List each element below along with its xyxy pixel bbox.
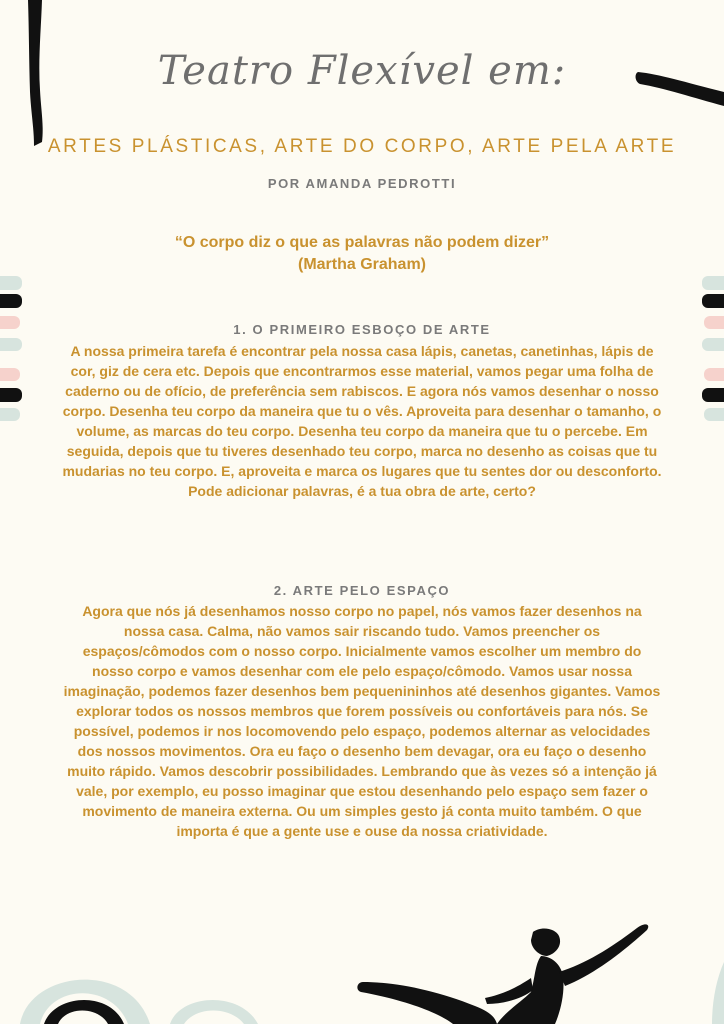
stripe-right-6 — [702, 388, 724, 402]
page-title: Teatro Flexível em: — [157, 48, 567, 94]
section-1-title: 1. O PRIMEIRO ESBOÇO DE ARTE — [233, 322, 491, 337]
arc-decoration-bottom-right — [702, 962, 724, 1024]
page-subtitle: ARTES PLÁSTICAS, ARTE DO CORPO, ARTE PELA ARTE — [47, 136, 677, 157]
stripe-right-5 — [704, 368, 724, 381]
section-2-title: 2. ARTE PELO ESPAÇO — [273, 583, 451, 598]
arc-decoration-bottom-left — [0, 960, 270, 1024]
stripe-left-6 — [0, 388, 22, 402]
quote-block — [0, 232, 724, 276]
quote-attribution: (Martha Graham) — [297, 256, 427, 273]
stripe-right-7 — [704, 408, 724, 421]
stripe-left-7 — [0, 408, 20, 421]
section-1-body: A nossa primeira tarefa é encontrar pela nossa casa lápis, canetas, canetinhas, lápis de cor, giz de cera etc. Depois que encontrarmos esse material, vamos pegar uma folha de caderno ou de ofício, de preferência sem rabiscos. E agora nós vamos desenhar o nosso corpo. Desenha teu corpo da maneira que tu o vês. Aproveita para desenhar o tamanho, o volume, as marcas do teu corpo. Desenha teu corpo da maneira que tu o percebe. Em seguida, depois que tu tiveres desenhado teu corpo, marca no desenho as coisas que tu mudarias no teu corpo. E, aproveita e marca os lugares que tu sentes dor ou desconforto. Pode adicionar palavras, é a tua obra de arte, certo? — [62, 343, 662, 499]
quote-text: “O corpo diz o que as palavras não podem dizer” — [174, 234, 550, 251]
stripe-left-4 — [0, 338, 22, 351]
stripe-right-2 — [702, 294, 724, 308]
stripe-right-4 — [702, 338, 724, 351]
section-2-body: Agora que nós já desenhamos nosso corpo no papel, nós vamos fazer desenhos na nossa casa. Calma, não vamos sair riscando tudo. Vamos preencher os espaços/cômodos com o nosso corpo. Inicialmente vamos escolher um membro do nosso corpo e vamos desenhar com ele pelo espaço/cômodo. Vamos usar nossa imaginação, podemos fazer desenhos bem pequenininhos até desenhos gigantes. Vamos explorar todos os nossos membros que forem possíveis ou confortáveis para nós. Se possível, podemos ir nos locomovendo pelo espaço, podemos alternar as velocidades dos nossos movimentos. Ora eu faço o desenho bem devagar, ora eu faço o desenho muito rápido. Vamos descobrir possibilidades. Lembrando que às vezes só a intenção já vale, por exemplo, eu posso imaginar que estou desenhando pelo espaço sem fazer o movimento de maneira externa. Ou um simples gesto já conta muito também. O que importa é que a gente use e ouse da nossa criatividade. — [63, 603, 661, 839]
dancer-silhouette-icon — [355, 920, 655, 1024]
stripe-left-5 — [0, 368, 20, 381]
author-line: POR AMANDA PEDROTTI — [267, 176, 457, 191]
stripe-right-1 — [702, 276, 724, 290]
stripe-left-2 — [0, 294, 22, 308]
stripe-left-1 — [0, 276, 22, 290]
